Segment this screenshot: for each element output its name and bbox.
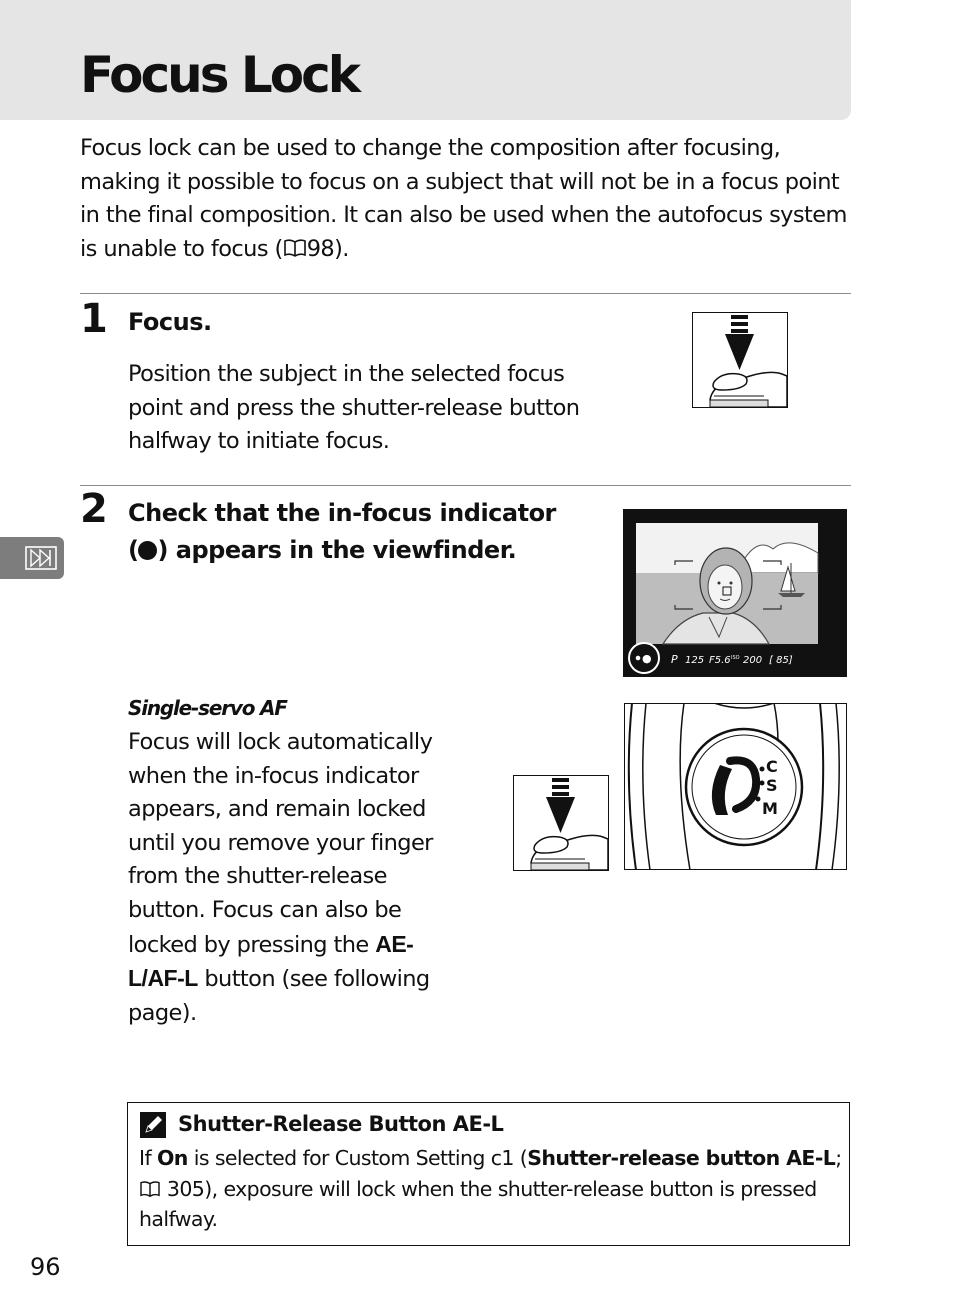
viewfinder-iso-label: ISO [731, 655, 740, 661]
book-icon [283, 238, 307, 258]
pencil-note-icon [140, 1112, 166, 1138]
shutter-half-press-illustration-2 [513, 775, 609, 871]
page-title: Focus Lock [80, 46, 358, 104]
step-2-heading-open: ( [128, 536, 139, 564]
note-on-label: On [156, 1146, 188, 1170]
step-2-heading-line2: ) appears in the viewfinder. [157, 536, 517, 564]
note-ref-sep: ; [835, 1146, 842, 1170]
step-1-number: 1 [80, 296, 108, 342]
note-title: Shutter-Release Button AE-L [178, 1112, 504, 1136]
note-box [127, 1102, 850, 1246]
intro-ref[interactable]: 98 [306, 235, 335, 262]
note-ref[interactable]: 305 [166, 1176, 205, 1201]
shooting-menu-tab-icon [0, 537, 64, 579]
note-body [139, 1143, 844, 1235]
step-2-heading-line1: Check that the in-focus indicator [128, 499, 556, 527]
selector-label-s: S [766, 776, 778, 795]
note-setting-label: Shutter-release button AE-L [527, 1146, 836, 1170]
note-text-end: ), exposure will lock when the shutter-release button is pressed halfway. [139, 1176, 817, 1231]
note-text-mid: is selected for Custom Setting c1 ( [187, 1146, 528, 1170]
intro-text: Focus lock can be used to change the composition after focusing, making it possible to focus on a subject that will not be in a focus point in the final composition. It can also be used when the autofocus system is unable to focus ( [80, 135, 847, 262]
intro-paragraph [80, 132, 852, 266]
single-servo-text-2: button (see following page). [128, 966, 430, 1026]
step-1-heading: Focus. [128, 308, 212, 336]
viewfinder-illustration [623, 509, 847, 677]
step-2-number: 2 [80, 486, 108, 532]
selector-label-m: M [762, 799, 778, 818]
step-2-divider [80, 485, 851, 486]
shutter-half-press-illustration [692, 312, 788, 408]
ae-l-af-l-button-label: AE-L/AF-L [128, 930, 414, 992]
viewfinder-shutter: 125 [685, 655, 705, 666]
page-number: 96 [30, 1253, 61, 1281]
note-text-if: If [139, 1146, 157, 1170]
focus-mode-selector-illustration [624, 703, 847, 870]
step-1-divider [80, 293, 851, 294]
in-focus-indicator-icon [138, 541, 157, 560]
viewfinder-iso: 200 [743, 655, 763, 666]
selector-label-c: C [766, 757, 778, 776]
book-icon [139, 1180, 161, 1198]
chapter-side-tab[interactable] [0, 537, 64, 579]
step-2-heading [128, 495, 556, 569]
step-1-body: Position the subject in the selected focus point and press the shutter-release button halfway to initiate focus. [128, 361, 580, 455]
viewfinder-mode: P [671, 653, 678, 666]
viewfinder-aperture: F5.6 [709, 655, 731, 666]
single-servo-heading: Single-servo AF [128, 696, 287, 720]
single-servo-body-main [128, 726, 463, 1030]
viewfinder-focus-dot: ● [642, 652, 652, 665]
single-servo-text-1: Focus will lock automatically when the in-focus indicator appears, and remain locked until you remove your finger from the shutter-release button. Focus can also be locked by pressing the [128, 729, 433, 958]
viewfinder-remaining: [ 85] [769, 655, 793, 666]
intro-end: ). [334, 235, 349, 262]
